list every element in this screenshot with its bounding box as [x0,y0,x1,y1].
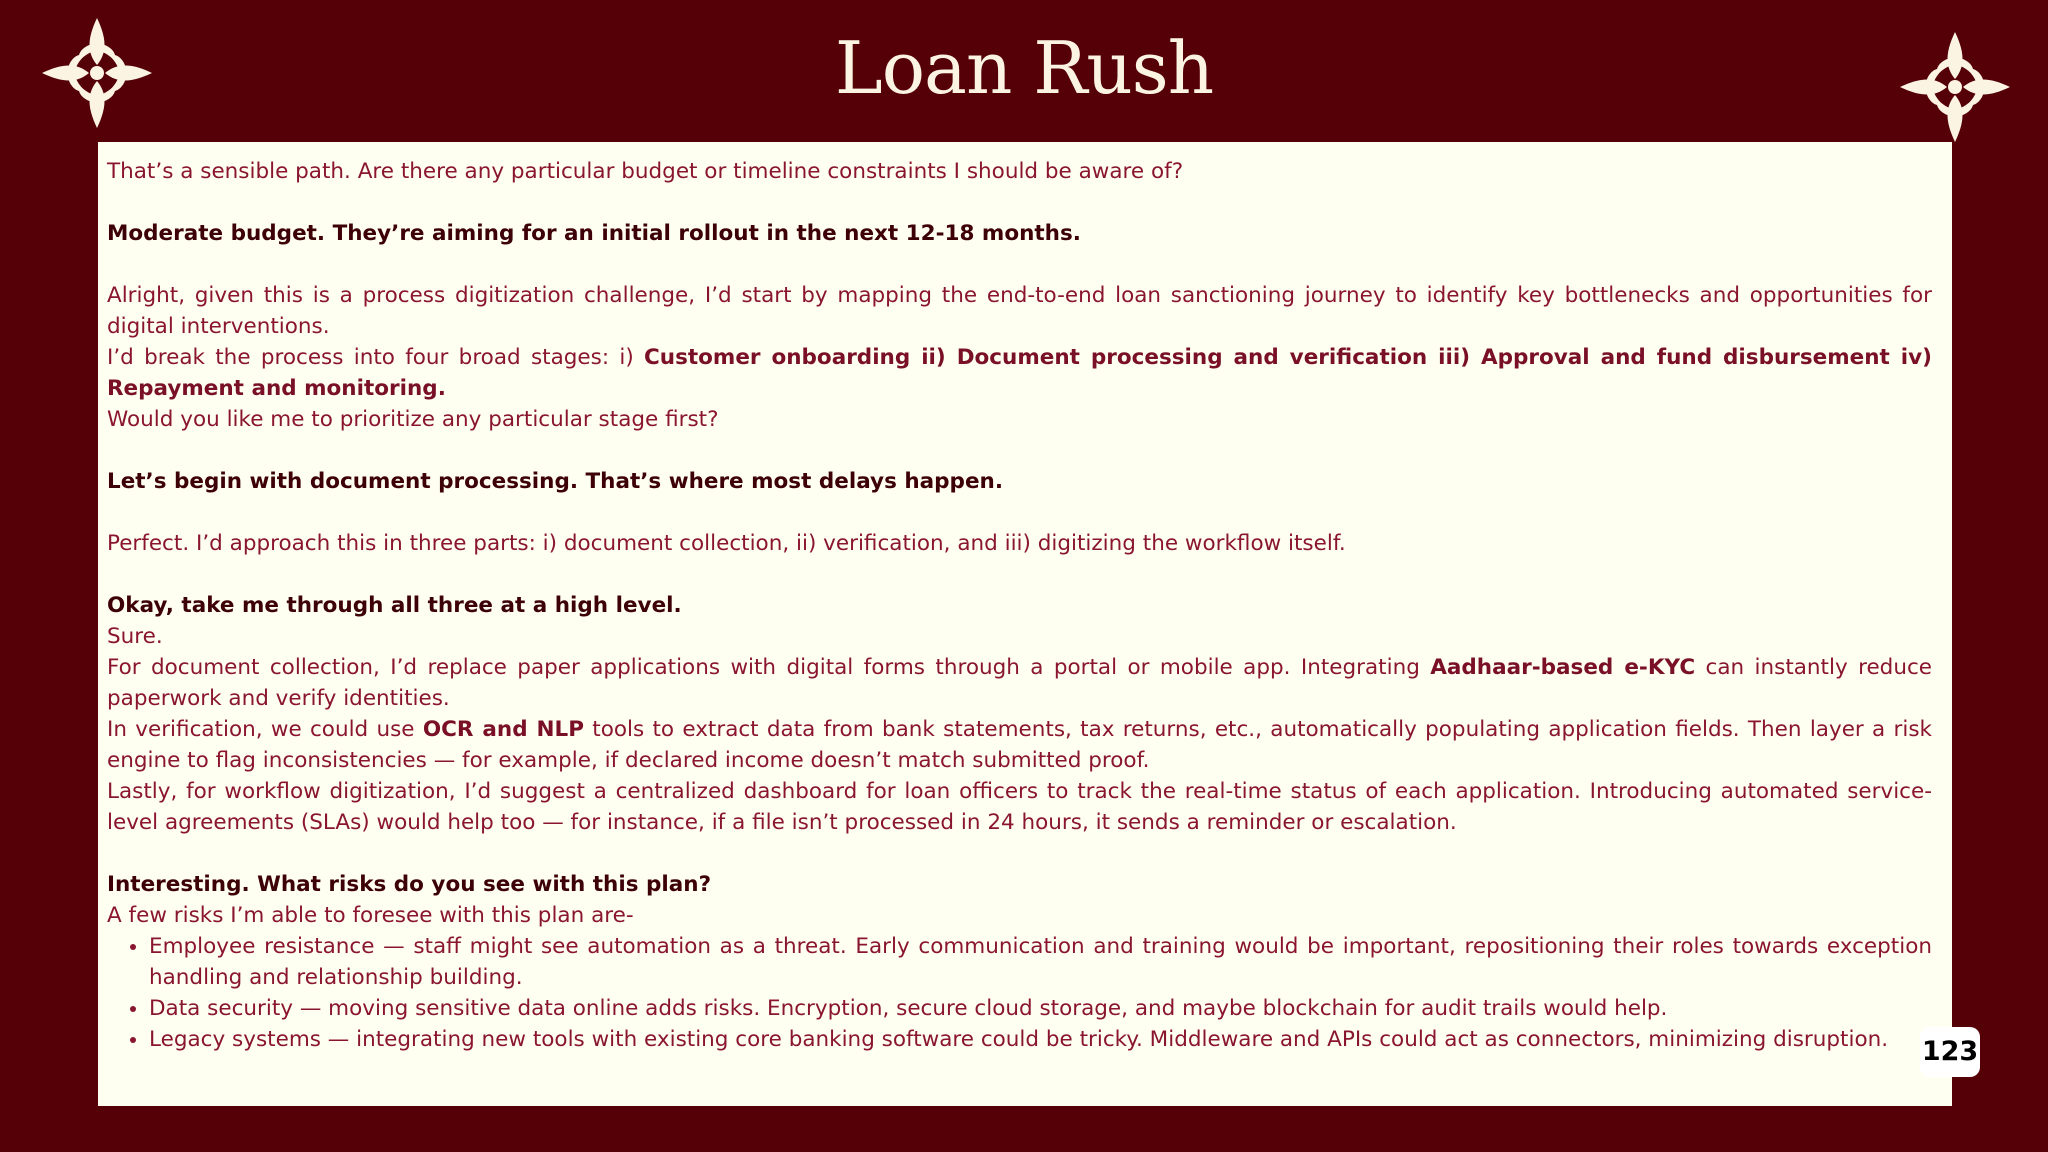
answer-paragraph: Sure. [107,624,163,649]
answer-text: In verification, we could use [107,717,423,742]
answer-text: tools to extract data from bank statements, tax returns, etc., automatically populating application fields. Then layer a risk engine to flag inconsistencies — for example, if declared income doesn’t match submitted proof. [107,717,1932,773]
fleur-ornament-icon [1890,22,2020,152]
page-title: Loan Rush [834,26,1214,110]
question-paragraph: Moderate budget. They’re aiming for an initial rollout in the next 12-18 months. [107,221,1081,246]
answer-highlight: OCR and NLP [422,717,584,742]
answer-paragraph: Would you like me to prioritize any particular stage first? [107,407,719,432]
answer-paragraph: Alright, given this is a process digitization challenge, I’d start by mapping the end-to-end loan sanctioning journey to identify key bottlenecks and opportunities for digital interventions. [107,283,1932,339]
answer-highlight: Customer onboarding ii) Document processing and verification iii) Approval and fund disbursement iv) Repayment and monitoring. [107,345,1932,401]
answer-paragraph: Perfect. I’d approach this in three parts: i) document collection, ii) verification, and iii) digitizing the workflow itself. [107,531,1346,556]
question-paragraph: Let’s begin with document processing. That’s where most delays happen. [107,469,1003,494]
answer-paragraph: Lastly, for workflow digitization, I’d suggest a centralized dashboard for loan officers to track the real-time status of each application. Introducing automated service-level agreements (SLAs) would help too — for instance, if a file isn’t processed in 24 hours, it sends a reminder or escalation. [107,779,1932,835]
answer-text: For document collection, I’d replace paper applications with digital forms through a portal or mobile app. Integrating [107,655,1431,680]
answer-text: I’d break the process into four broad stages: i) [107,345,644,370]
risk-list [107,931,1932,1055]
interview-transcript [107,156,1932,1055]
answer-paragraph [107,652,1932,714]
question-paragraph: Interesting. What risks do you see with this plan? [107,872,712,897]
answer-text: can instantly reduce paperwork and verify identities. [107,655,1933,711]
answer-paragraph: That’s a sensible path. Are there any particular budget or timeline constraints I should be aware of? [107,159,1184,184]
risk-list-item: • Employee resistance — staff might see automation as a threat. Early communication and training would be important, repositioning their roles towards exception handling and relationship building. [149,931,1932,993]
answer-paragraph: A few risks I’m able to foresee with this plan are- [107,903,634,928]
risk-list-item: • Data security — moving sensitive data online adds risks. Encryption, secure cloud storage, and maybe blockchain for audit trails would help. [149,993,1932,1024]
question-paragraph: Okay, take me through all three at a high level. [107,593,682,618]
page-number-badge: 123 [1920,1027,1980,1077]
answer-highlight: Aadhaar-based e-KYC [1430,655,1696,680]
answer-paragraph [107,342,1932,404]
transcript-panel [98,142,1952,1106]
risk-list-item: • Legacy systems — integrating new tools with existing core banking software could be tricky. Middleware and APIs could act as connectors, minimizing disruption. [149,1024,1932,1055]
answer-paragraph [107,714,1932,776]
